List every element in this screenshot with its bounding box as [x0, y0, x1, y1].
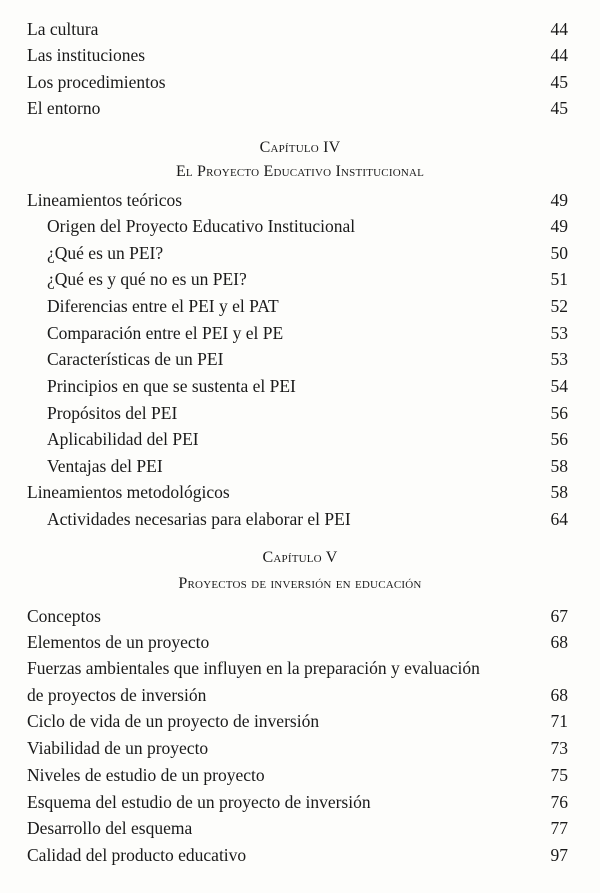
toc-entry-title: Diferencias entre el PEI y el PAT [47, 296, 279, 316]
toc-entry-page: 45 [550, 98, 568, 118]
toc-entry-page: 56 [550, 403, 568, 423]
toc-subentry [47, 215, 568, 237]
toc-entry-page: 73 [550, 738, 568, 758]
toc-entry-page: 97 [550, 845, 568, 865]
toc-entry-title: Elementos de un proyecto [27, 632, 210, 652]
toc-entry-page: 44 [550, 19, 568, 39]
toc-entry [27, 737, 568, 759]
toc-entry-title: Aplicabilidad del PEI [47, 429, 199, 449]
toc-entry [27, 97, 568, 119]
toc-entry-title: ¿Qué es y qué no es un PEI? [47, 269, 247, 289]
toc-entry [27, 764, 568, 786]
toc-entry-page: 49 [550, 190, 568, 210]
toc-subentry [47, 322, 568, 344]
toc-entry [27, 631, 568, 653]
toc-subentry [47, 268, 568, 290]
chapter-number: Capítulo V [262, 549, 338, 566]
toc-entry-title: Principios en que se sustenta el PEI [47, 376, 296, 396]
toc-entry [27, 71, 568, 93]
toc-entry-page: 45 [550, 72, 568, 92]
toc-entry-title: Los procedimientos [27, 72, 166, 92]
toc-entry [27, 44, 568, 66]
toc-entry-page: 53 [550, 349, 568, 369]
toc-entry-page: 53 [550, 323, 568, 343]
toc-entry-page: 51 [550, 269, 568, 289]
toc-entry-page: 75 [550, 765, 568, 785]
toc-entry-title: Propósitos del PEI [47, 403, 178, 423]
toc-entry-page: 58 [550, 456, 568, 476]
toc-subentry [47, 508, 568, 530]
toc-entry-title: Fuerzas ambientales que influyen en la preparación y evaluación de proyectos de inversión [27, 658, 480, 705]
toc-entry-page: 49 [550, 216, 568, 236]
toc-entry-title: El entorno [27, 98, 101, 118]
toc-entry-page: 67 [550, 606, 568, 626]
toc-entry-title: Viabilidad de un proyecto [27, 738, 209, 758]
toc-entry-title: Lineamientos metodológicos [27, 482, 230, 502]
toc-entry [27, 481, 568, 503]
toc-entry-page: 68 [550, 685, 568, 705]
toc-entry-page: 52 [550, 296, 568, 316]
toc-entry [27, 189, 568, 211]
toc-subentry [47, 242, 568, 264]
toc-entry-title: Ventajas del PEI [47, 456, 163, 476]
toc-entry [27, 710, 568, 732]
toc-entry-page: 68 [550, 632, 568, 652]
toc-entry-title: Calidad del producto educativo [27, 845, 247, 865]
toc-entry-page: 54 [550, 376, 568, 396]
toc-entry [27, 817, 568, 839]
toc-entry-page: 56 [550, 429, 568, 449]
toc-subentry [47, 348, 568, 370]
toc-entry-page: 44 [550, 45, 568, 65]
toc-entry-title: Características de un PEI [47, 349, 224, 369]
toc-subentry [47, 428, 568, 450]
toc-entry-title: La cultura [27, 19, 99, 39]
toc-entry-page: 58 [550, 482, 568, 502]
toc-entry-page: 71 [550, 711, 568, 731]
toc-subentry [47, 295, 568, 317]
toc-entry-page: 50 [550, 243, 568, 263]
toc-subentry [47, 375, 568, 397]
toc-subentry [47, 402, 568, 424]
toc-entry [27, 844, 568, 866]
toc-entry-title: Lineamientos teóricos [27, 190, 183, 210]
toc-entry-title: Niveles de estudio de un proyecto [27, 765, 265, 785]
toc-entry-title: Comparación entre el PEI y el PE [47, 323, 284, 343]
chapter-title: El Proyecto Educativo Institucional [175, 163, 425, 180]
toc-entry-title: ¿Qué es un PEI? [47, 243, 164, 263]
toc-entry-title: Desarrollo del esquema [27, 818, 193, 838]
toc-entry [27, 605, 568, 627]
toc-entry [27, 655, 568, 709]
toc-entry-title: Ciclo de vida de un proyecto de inversión [27, 711, 320, 731]
toc-entry-title: Actividades necesarias para elaborar el PEI [47, 509, 351, 529]
toc-entry [27, 791, 568, 813]
chapter-title: Proyectos de inversión en educación [178, 575, 422, 592]
toc-entry-page: 77 [550, 818, 568, 838]
toc-subentry [47, 455, 568, 477]
toc-entry-title: Origen del Proyecto Educativo Institucional [47, 216, 356, 236]
toc-entry-page: 64 [550, 509, 568, 529]
toc-entry-title: Esquema del estudio de un proyecto de inversión [27, 792, 371, 812]
toc-entry-title: Las instituciones [27, 45, 146, 65]
toc-entry-page: 76 [550, 792, 568, 812]
chapter-number: Capítulo IV [259, 139, 341, 156]
toc-entry-title: Conceptos [27, 606, 101, 626]
toc-entry [27, 18, 568, 40]
